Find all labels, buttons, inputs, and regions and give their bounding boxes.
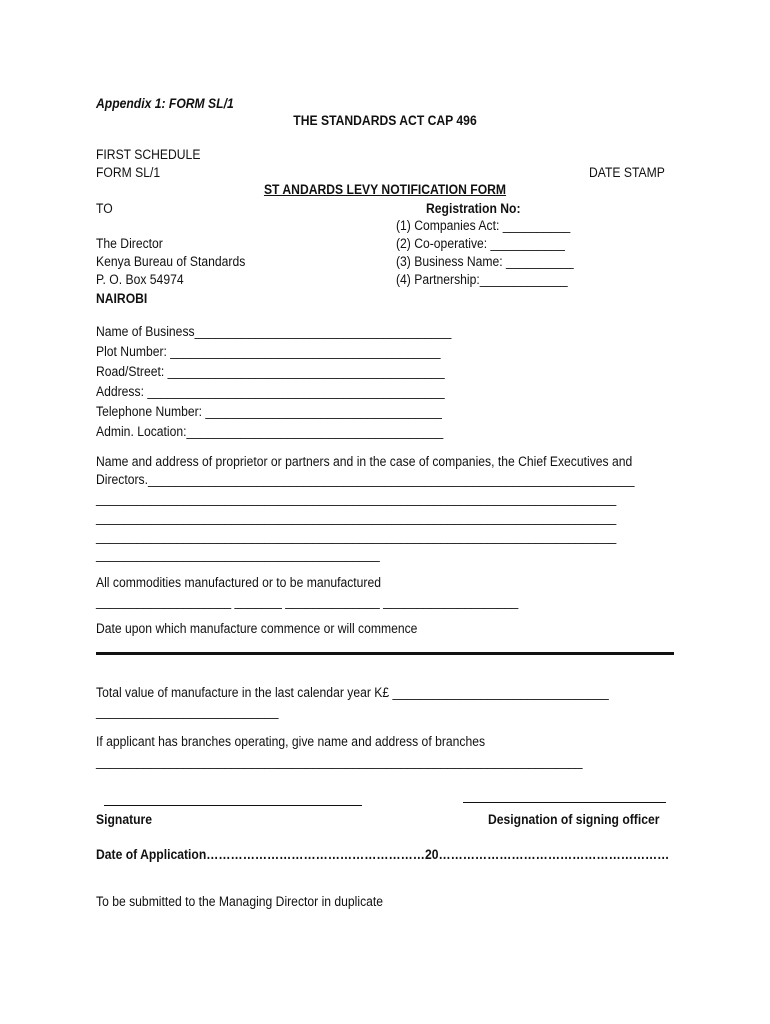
- submission-note: To be submitted to the Managing Director in duplicate: [96, 894, 384, 909]
- to-label: TO: [96, 201, 113, 216]
- address-line-1: The Director: [96, 236, 163, 251]
- appendix-label: Appendix 1: FORM SL/1: [96, 96, 234, 111]
- commodities-field[interactable]: ____________________ _______ ______________ ____________________: [96, 594, 519, 609]
- business-name-field[interactable]: Name of Business______________________________________: [96, 324, 452, 339]
- date-of-application-field[interactable]: Date of Application………………………………………………20…………………………………………………: [96, 847, 670, 862]
- branches-label: If applicant has branches operating, give name and address of branches: [96, 734, 486, 749]
- admin-location-field[interactable]: Admin. Location:______________________________________: [96, 424, 444, 439]
- total-value-blank[interactable]: ___________________________: [96, 704, 279, 719]
- branches-field[interactable]: ________________________________________________________________________: [96, 754, 583, 769]
- form-number: FORM SL/1: [96, 165, 161, 180]
- address-field[interactable]: Address: ____________________________________________: [96, 384, 445, 399]
- commodities-label: All commodities manufactured or to be manufactured: [96, 575, 382, 590]
- total-value-field[interactable]: Total value of manufacture in the last calendar year K£ ________________________________: [96, 685, 609, 700]
- telephone-field[interactable]: Telephone Number: ___________________________________: [96, 404, 442, 419]
- proprietors-label: Name and address of proprietor or partners and in the case of companies, the Chief Executives and: [96, 454, 633, 469]
- plot-number-field[interactable]: Plot Number: ________________________________________: [96, 344, 441, 359]
- registration-co-operative[interactable]: (2) Co-operative: ___________: [396, 236, 565, 251]
- form-title: ST ANDARDS LEVY NOTIFICATION FORM: [263, 182, 507, 197]
- proprietors-blank-line[interactable]: _____________________________________________________________________________: [96, 491, 617, 506]
- schedule-label: FIRST SCHEDULE: [96, 147, 201, 162]
- signature-label: Signature: [96, 812, 153, 827]
- commence-date-label: Date upon which manufacture commence or will commence: [96, 621, 418, 636]
- address-line-2: Kenya Bureau of Standards: [96, 254, 246, 269]
- commence-date-field[interactable]: [96, 652, 674, 655]
- proprietors-blank-line[interactable]: __________________________________________: [96, 547, 380, 562]
- designation-line[interactable]: [463, 802, 666, 803]
- proprietors-blank-line[interactable]: _____________________________________________________________________________: [96, 510, 617, 525]
- directors-field[interactable]: Directors.________________________________________________________________________: [96, 472, 635, 487]
- registration-companies-act[interactable]: (1) Companies Act: __________: [396, 218, 571, 233]
- address-city: NAIROBI: [96, 291, 148, 306]
- registration-partnership[interactable]: (4) Partnership:_____________: [396, 272, 568, 287]
- date-stamp-label: DATE STAMP: [589, 165, 665, 180]
- proprietors-blank-line[interactable]: _____________________________________________________________________________: [96, 529, 617, 544]
- address-line-3: P. O. Box 54974: [96, 272, 184, 287]
- signature-line[interactable]: [104, 805, 362, 806]
- registration-heading: Registration No:: [426, 201, 521, 216]
- designation-label: Designation of signing officer: [488, 812, 660, 827]
- act-title: THE STANDARDS ACT CAP 496: [293, 113, 477, 128]
- registration-business-name[interactable]: (3) Business Name: __________: [396, 254, 574, 269]
- road-street-field[interactable]: Road/Street: _________________________________________: [96, 364, 445, 379]
